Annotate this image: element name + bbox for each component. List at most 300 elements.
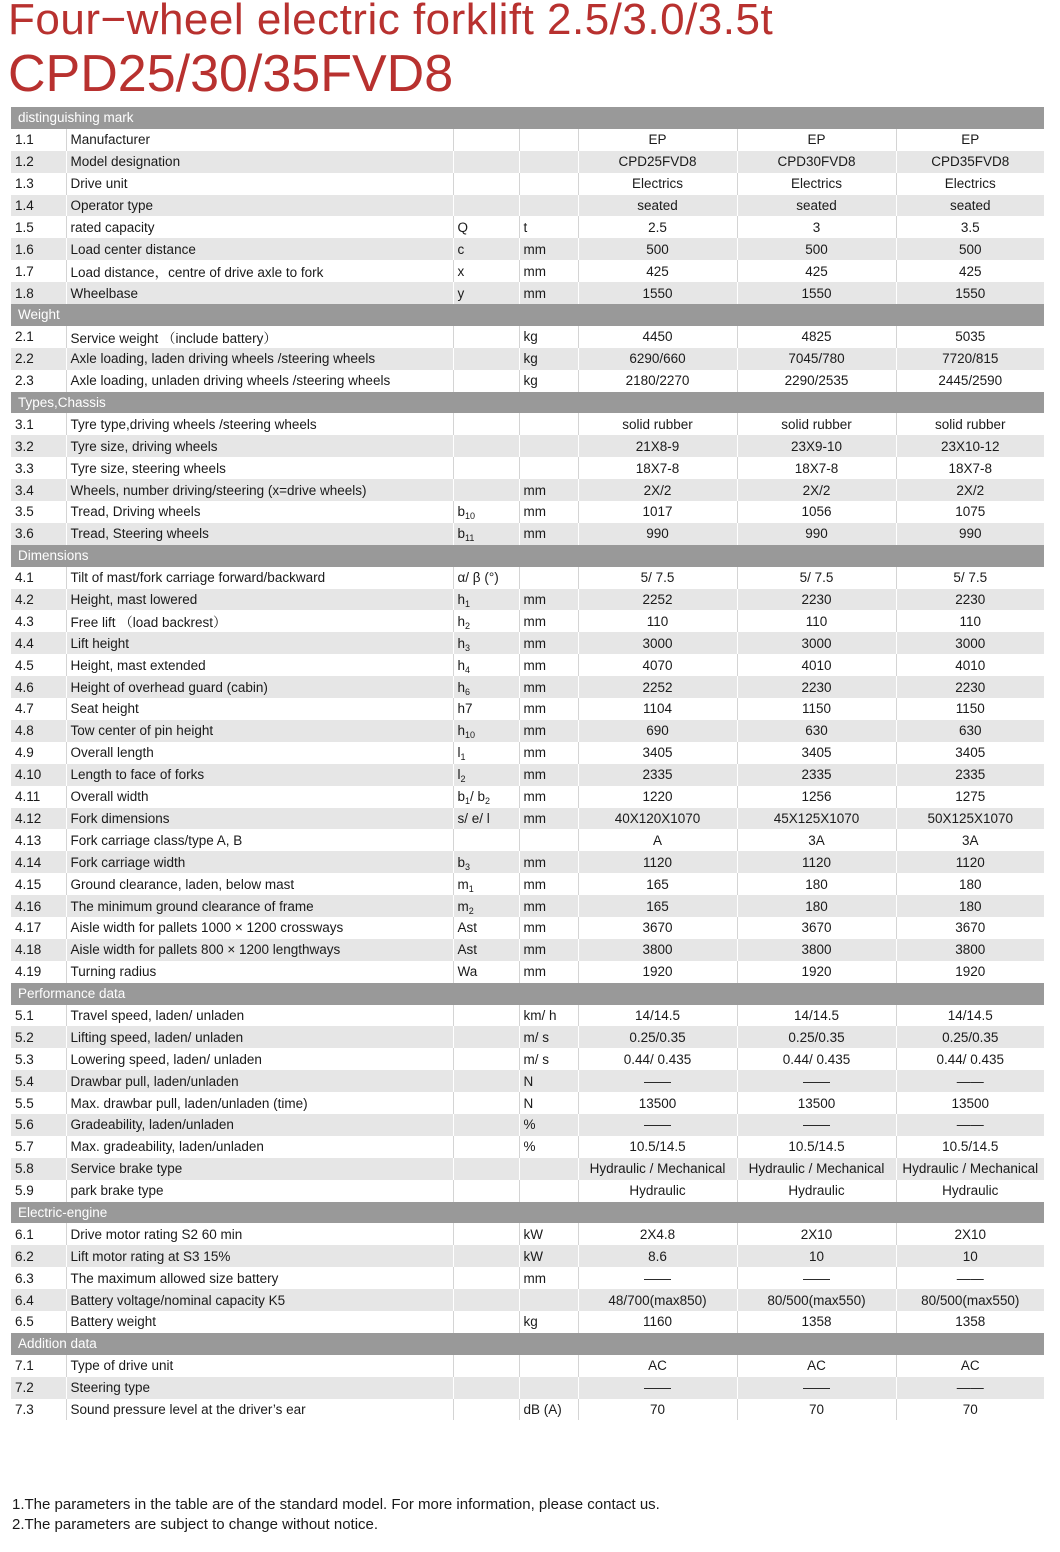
value-cpd35: 1358 [896, 1311, 1044, 1333]
table-row [11, 1048, 1044, 1070]
row-symbol [453, 676, 519, 698]
value-cpd35: 1150 [896, 698, 1044, 720]
value-cpd25: 0.44/ 0.435 [578, 1048, 737, 1070]
value-cpd30: 18X7-8 [737, 457, 896, 479]
row-unit: mm [519, 698, 578, 720]
section-header [11, 1202, 1044, 1224]
row-label: Fork carriage width [66, 851, 453, 873]
value-cpd30: Electrics [737, 173, 896, 195]
symbol-text: b [457, 789, 466, 805]
row-symbol [453, 1114, 519, 1136]
value-cpd35: 2335 [896, 764, 1044, 786]
row-number: 3.3 [11, 457, 66, 479]
value-cpd35: 4010 [896, 654, 1044, 676]
row-label: Fork carriage class/type A, B [66, 829, 453, 851]
row-symbol [453, 1005, 519, 1027]
row-unit: mm [519, 742, 578, 764]
row-unit: mm [519, 851, 578, 873]
table-row [11, 1223, 1044, 1245]
footnotes [12, 1495, 660, 1535]
row-label: Wheels, number driving/steering (x=drive wheels) [66, 479, 453, 501]
row-number: 7.3 [11, 1399, 66, 1421]
row-number: 7.2 [11, 1377, 66, 1399]
value-cpd25: 1550 [578, 282, 737, 304]
row-symbol [453, 786, 519, 808]
value-cpd25: 2180/2270 [578, 370, 737, 392]
symbol-text-2: / b [470, 789, 486, 805]
value-cpd30: AC [737, 1355, 896, 1377]
row-symbol [453, 326, 519, 348]
symbol-subscript: 2 [468, 905, 474, 916]
row-label: Lift height [66, 632, 453, 654]
row-unit [519, 1355, 578, 1377]
value-cpd30: Hydraulic [737, 1180, 896, 1202]
row-unit: mm [519, 939, 578, 961]
row-symbol [453, 1223, 519, 1245]
value-cpd30: 7045/780 [737, 348, 896, 370]
row-symbol [453, 260, 519, 282]
value-cpd30: 425 [737, 260, 896, 282]
row-symbol [453, 917, 519, 939]
table-row [11, 961, 1044, 983]
value-cpd35: 5/ 7.5 [896, 567, 1044, 589]
value-cpd35: 10.5/14.5 [896, 1136, 1044, 1158]
row-symbol [453, 720, 519, 742]
row-unit: mm [519, 676, 578, 698]
row-number: 1.7 [11, 260, 66, 282]
value-cpd25: 165 [578, 895, 737, 917]
value-cpd30: 13500 [737, 1092, 896, 1114]
section-title: Electric-engine [11, 1202, 1044, 1224]
table-row [11, 1114, 1044, 1136]
table-row [11, 1267, 1044, 1289]
row-number: 4.19 [11, 961, 66, 983]
row-label: Overall width [66, 786, 453, 808]
value-cpd25: —— [578, 1070, 737, 1092]
row-number: 1.3 [11, 173, 66, 195]
table-row [11, 523, 1044, 545]
row-unit: mm [519, 808, 578, 830]
row-number: 6.1 [11, 1223, 66, 1245]
value-cpd25: 1017 [578, 501, 737, 523]
row-number: 7.1 [11, 1355, 66, 1377]
symbol-text: c [457, 241, 465, 257]
row-label: Aisle width for pallets 800 × 1200 lengthways [66, 939, 453, 961]
value-cpd35: 14/14.5 [896, 1005, 1044, 1027]
row-label: rated capacity [66, 216, 453, 238]
row-label: Gradeability, laden/unladen [66, 1114, 453, 1136]
footnote-2: 2.The parameters are subject to change without notice. [12, 1516, 379, 1533]
table-row [11, 917, 1044, 939]
value-cpd35: 500 [896, 238, 1044, 260]
value-cpd30: 0.44/ 0.435 [737, 1048, 896, 1070]
section-header [11, 304, 1044, 326]
value-cpd30: 1150 [737, 698, 896, 720]
value-cpd25: 2252 [578, 589, 737, 611]
value-cpd30: 3670 [737, 917, 896, 939]
value-cpd30: 1056 [737, 501, 896, 523]
row-symbol [453, 216, 519, 238]
table-row [11, 479, 1044, 501]
table-row [11, 1399, 1044, 1421]
value-cpd25: 6290/660 [578, 348, 737, 370]
section-header [11, 1333, 1044, 1355]
table-row [11, 1180, 1044, 1202]
value-cpd30: 1920 [737, 961, 896, 983]
table-row [11, 764, 1044, 786]
row-label: Type of drive unit [66, 1355, 453, 1377]
value-cpd25: 1160 [578, 1311, 737, 1333]
row-unit: kg [519, 1311, 578, 1333]
row-unit [519, 173, 578, 195]
section-title: Addition data [11, 1333, 1044, 1355]
value-cpd25: AC [578, 1355, 737, 1377]
value-cpd25: A [578, 829, 737, 851]
row-number: 6.4 [11, 1289, 66, 1311]
value-cpd30: 45X125X1070 [737, 808, 896, 830]
value-cpd30: 0.25/0.35 [737, 1026, 896, 1048]
row-number: 5.6 [11, 1114, 66, 1136]
symbol-text: b [457, 504, 466, 520]
row-symbol [453, 895, 519, 917]
value-cpd35: Hydraulic [896, 1180, 1044, 1202]
table-row [11, 348, 1044, 370]
symbol-text: l [457, 767, 461, 783]
value-cpd35: —— [896, 1377, 1044, 1399]
value-cpd30: 10.5/14.5 [737, 1136, 896, 1158]
symbol-text: s/ e/ l [457, 810, 490, 826]
table-row [11, 370, 1044, 392]
value-cpd35: Electrics [896, 173, 1044, 195]
row-number: 1.5 [11, 216, 66, 238]
value-cpd25: 2335 [578, 764, 737, 786]
row-unit: kg [519, 370, 578, 392]
row-number: 4.18 [11, 939, 66, 961]
value-cpd35: 3.5 [896, 216, 1044, 238]
row-number: 5.8 [11, 1158, 66, 1180]
table-row [11, 238, 1044, 260]
row-label: Max. drawbar pull, laden/unladen (time) [66, 1092, 453, 1114]
value-cpd30: Hydraulic / Mechanical [737, 1158, 896, 1180]
symbol-text: h [457, 657, 466, 673]
row-symbol [453, 1311, 519, 1333]
value-cpd25: 14/14.5 [578, 1005, 737, 1027]
value-cpd25: —— [578, 1114, 737, 1136]
symbol-subscript: 4 [465, 664, 471, 675]
row-number: 5.1 [11, 1005, 66, 1027]
value-cpd25: 2X4.8 [578, 1223, 737, 1245]
table-row [11, 1026, 1044, 1048]
table-row [11, 1136, 1044, 1158]
value-cpd30: 2290/2535 [737, 370, 896, 392]
value-cpd35: 0.44/ 0.435 [896, 1048, 1044, 1070]
row-symbol [453, 479, 519, 501]
value-cpd30: 2230 [737, 676, 896, 698]
value-cpd30: —— [737, 1070, 896, 1092]
row-label: Tilt of mast/fork carriage forward/backward [66, 567, 453, 589]
row-symbol [453, 195, 519, 217]
value-cpd25: 8.6 [578, 1245, 737, 1267]
value-cpd35: 2230 [896, 676, 1044, 698]
symbol-subscript: 3 [465, 642, 471, 653]
section-title: Dimensions [11, 545, 1044, 567]
symbol-text: Wa [457, 964, 478, 980]
row-unit: % [519, 1136, 578, 1158]
table-row [11, 851, 1044, 873]
row-symbol [453, 742, 519, 764]
row-number: 5.4 [11, 1070, 66, 1092]
value-cpd35: 5035 [896, 326, 1044, 348]
row-symbol [453, 567, 519, 589]
row-number: 4.2 [11, 589, 66, 611]
row-symbol [453, 1399, 519, 1421]
row-symbol [453, 1070, 519, 1092]
value-cpd35: 990 [896, 523, 1044, 545]
value-cpd25: Hydraulic / Mechanical [578, 1158, 737, 1180]
value-cpd30: 1358 [737, 1311, 896, 1333]
row-number: 4.17 [11, 917, 66, 939]
table-row [11, 413, 1044, 435]
row-symbol [453, 129, 519, 151]
row-label: Service brake type [66, 1158, 453, 1180]
row-label: Tyre type,driving wheels /steering wheels [66, 413, 453, 435]
table-row [11, 1245, 1044, 1267]
row-symbol [453, 173, 519, 195]
row-unit: N [519, 1070, 578, 1092]
row-unit: mm [519, 282, 578, 304]
row-label: Height, mast lowered [66, 589, 453, 611]
model-title: CPD25/30/35FVD8 [8, 45, 454, 103]
table-row [11, 1377, 1044, 1399]
symbol-text: h [457, 592, 466, 608]
table-row [11, 1311, 1044, 1333]
value-cpd35: 18X7-8 [896, 457, 1044, 479]
row-symbol [453, 413, 519, 435]
value-cpd30: 10 [737, 1245, 896, 1267]
value-cpd25: 18X7-8 [578, 457, 737, 479]
value-cpd30: CPD30FVD8 [737, 151, 896, 173]
table-row [11, 216, 1044, 238]
value-cpd35: —— [896, 1114, 1044, 1136]
value-cpd25: 110 [578, 610, 737, 632]
row-number: 6.5 [11, 1311, 66, 1333]
table-row [11, 195, 1044, 217]
value-cpd35: 110 [896, 610, 1044, 632]
row-number: 4.6 [11, 676, 66, 698]
row-label: Load center distance [66, 238, 453, 260]
row-number: 4.9 [11, 742, 66, 764]
row-symbol [453, 829, 519, 851]
symbol-subscript: 2 [460, 774, 466, 785]
value-cpd35: 2445/2590 [896, 370, 1044, 392]
value-cpd30: 3405 [737, 742, 896, 764]
row-symbol [453, 457, 519, 479]
value-cpd30: solid rubber [737, 413, 896, 435]
row-number: 4.7 [11, 698, 66, 720]
row-label: Turning radius [66, 961, 453, 983]
table-row [11, 1158, 1044, 1180]
row-unit: mm [519, 238, 578, 260]
value-cpd30: —— [737, 1114, 896, 1136]
row-label: Axle loading, unladen driving wheels /steering wheels [66, 370, 453, 392]
row-unit: mm [519, 610, 578, 632]
row-label: Fork dimensions [66, 808, 453, 830]
row-unit: km/ h [519, 1005, 578, 1027]
value-cpd35: 2X/2 [896, 479, 1044, 501]
symbol-subscript: 6 [465, 686, 471, 697]
row-symbol [453, 151, 519, 173]
value-cpd25: 690 [578, 720, 737, 742]
row-number: 5.7 [11, 1136, 66, 1158]
section-header [11, 392, 1044, 414]
table-row [11, 808, 1044, 830]
row-number: 4.5 [11, 654, 66, 676]
row-label: park brake type [66, 1180, 453, 1202]
row-label: Max. gradeability, laden/unladen [66, 1136, 453, 1158]
row-label: Drive motor rating S2 60 min [66, 1223, 453, 1245]
row-symbol [453, 1289, 519, 1311]
value-cpd35: 630 [896, 720, 1044, 742]
value-cpd35: 1920 [896, 961, 1044, 983]
value-cpd35: 1275 [896, 786, 1044, 808]
symbol-text: h [457, 723, 466, 739]
row-unit: kW [519, 1223, 578, 1245]
row-symbol [453, 1158, 519, 1180]
section-title: Performance data [11, 983, 1044, 1005]
value-cpd35: 425 [896, 260, 1044, 282]
row-label: Length to face of forks [66, 764, 453, 786]
row-unit: mm [519, 873, 578, 895]
value-cpd35: CPD35FVD8 [896, 151, 1044, 173]
row-number: 2.3 [11, 370, 66, 392]
table-row [11, 698, 1044, 720]
row-label: Wheelbase [66, 282, 453, 304]
row-label: Overall length [66, 742, 453, 764]
table-row [11, 632, 1044, 654]
row-symbol [453, 698, 519, 720]
symbol-subscript: 1 [465, 599, 471, 610]
table-row [11, 720, 1044, 742]
row-unit: mm [519, 895, 578, 917]
table-row [11, 829, 1044, 851]
table-row [11, 939, 1044, 961]
value-cpd30: 23X9-10 [737, 435, 896, 457]
value-cpd30: 3000 [737, 632, 896, 654]
value-cpd25: EP [578, 129, 737, 151]
value-cpd30: 5/ 7.5 [737, 567, 896, 589]
table-row [11, 173, 1044, 195]
row-unit [519, 567, 578, 589]
value-cpd25: 2.5 [578, 216, 737, 238]
value-cpd35: 3800 [896, 939, 1044, 961]
value-cpd30: 500 [737, 238, 896, 260]
value-cpd25: 1120 [578, 851, 737, 873]
row-unit: t [519, 216, 578, 238]
value-cpd30: EP [737, 129, 896, 151]
value-cpd30: 3A [737, 829, 896, 851]
row-unit: dB (A) [519, 1399, 578, 1421]
row-label: The maximum allowed size battery [66, 1267, 453, 1289]
row-label: Seat height [66, 698, 453, 720]
row-number: 3.5 [11, 501, 66, 523]
section-title: Weight [11, 304, 1044, 326]
symbol-subscript: 11 [465, 533, 475, 544]
row-number: 1.4 [11, 195, 66, 217]
row-symbol [453, 435, 519, 457]
value-cpd25: —— [578, 1267, 737, 1289]
row-unit: N [519, 1092, 578, 1114]
symbol-subscript: 1 [460, 752, 466, 763]
row-label: Lowering speed, laden/ unladen [66, 1048, 453, 1070]
row-unit: mm [519, 917, 578, 939]
row-number: 4.13 [11, 829, 66, 851]
row-symbol [453, 1267, 519, 1289]
table-row [11, 654, 1044, 676]
row-unit [519, 151, 578, 173]
row-unit: mm [519, 523, 578, 545]
value-cpd25: 5/ 7.5 [578, 567, 737, 589]
row-label: Tyre size, driving wheels [66, 435, 453, 457]
row-symbol [453, 961, 519, 983]
row-label: Lifting speed, laden/ unladen [66, 1026, 453, 1048]
row-label: Steering type [66, 1377, 453, 1399]
row-symbol [453, 238, 519, 260]
value-cpd35: 2230 [896, 589, 1044, 611]
row-number: 2.2 [11, 348, 66, 370]
row-unit: m/ s [519, 1026, 578, 1048]
row-symbol [453, 1092, 519, 1114]
section-header [11, 545, 1044, 567]
symbol-subscript: 3 [465, 861, 471, 872]
row-symbol [453, 1048, 519, 1070]
row-number: 3.4 [11, 479, 66, 501]
row-label: Height, mast extended [66, 654, 453, 676]
row-number: 5.2 [11, 1026, 66, 1048]
row-unit: mm [519, 632, 578, 654]
value-cpd25: 13500 [578, 1092, 737, 1114]
value-cpd25: 990 [578, 523, 737, 545]
value-cpd30: 2230 [737, 589, 896, 611]
row-symbol [453, 1355, 519, 1377]
table-row [11, 589, 1044, 611]
value-cpd30: 3800 [737, 939, 896, 961]
value-cpd25: Hydraulic [578, 1180, 737, 1202]
row-unit [519, 129, 578, 151]
section-title: Types,Chassis [11, 392, 1044, 414]
value-cpd35: 23X10-12 [896, 435, 1044, 457]
table-row [11, 1070, 1044, 1092]
row-symbol [453, 1026, 519, 1048]
row-label: Height of overhead guard (cabin) [66, 676, 453, 698]
row-label: Axle loading, laden driving wheels /steering wheels [66, 348, 453, 370]
row-label: Free lift （load backrest） [66, 610, 453, 632]
row-label: Tow center of pin height [66, 720, 453, 742]
row-number: 1.2 [11, 151, 66, 173]
value-cpd25: Electrics [578, 173, 737, 195]
table-row [11, 326, 1044, 348]
row-label: Drawbar pull, laden/unladen [66, 1070, 453, 1092]
value-cpd30: 70 [737, 1399, 896, 1421]
row-unit [519, 435, 578, 457]
row-label: Model designation [66, 151, 453, 173]
row-number: 4.14 [11, 851, 66, 873]
row-unit: m/ s [519, 1048, 578, 1070]
value-cpd35: 1550 [896, 282, 1044, 304]
value-cpd30: 4825 [737, 326, 896, 348]
table-row [11, 786, 1044, 808]
row-symbol [453, 1180, 519, 1202]
value-cpd25: 165 [578, 873, 737, 895]
